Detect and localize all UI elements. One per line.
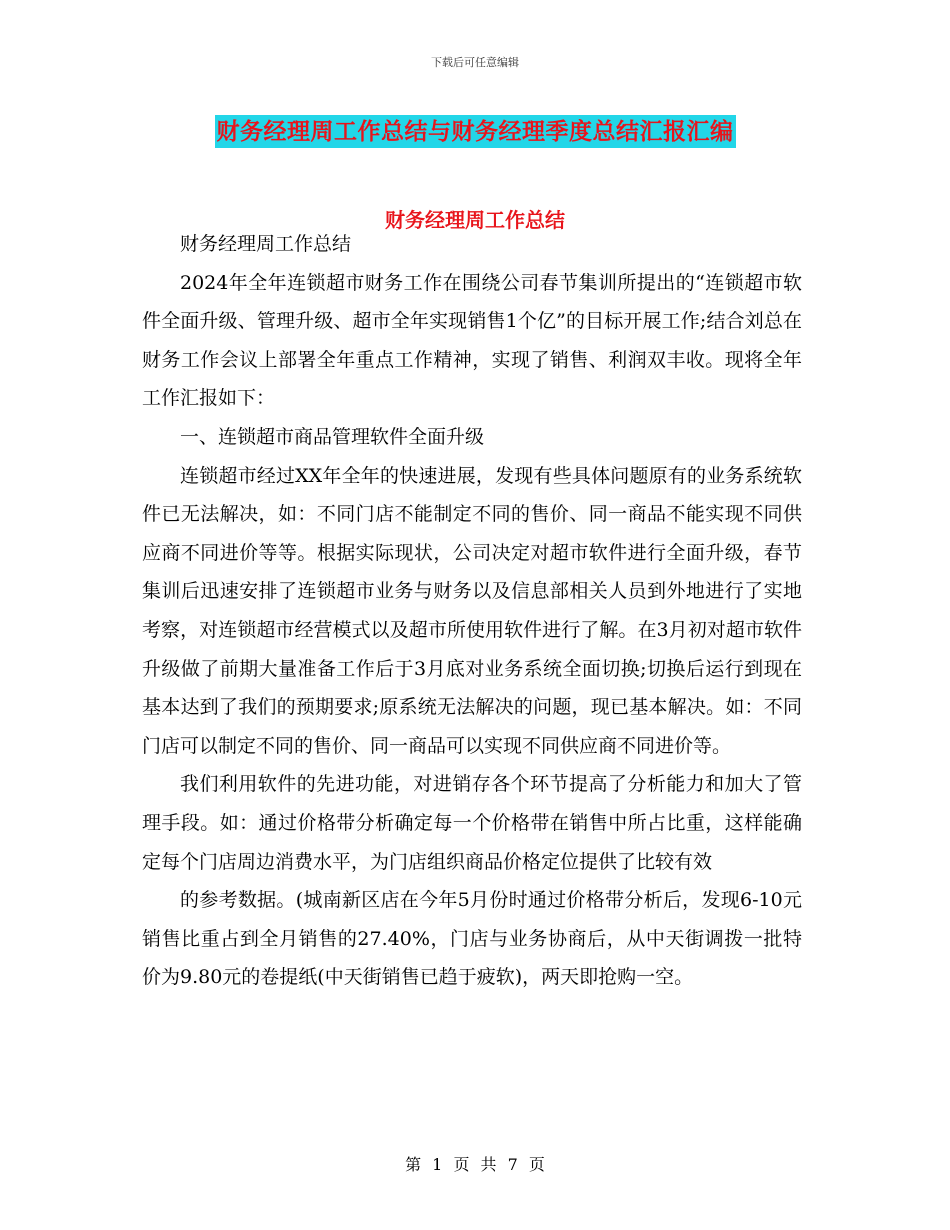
paragraph: 连锁超市经过XX年全年的快速进展，发现有些具体问题原有的业务系统软件已无法解决，如：不同门店不能制定不同的售价、同一商品不能实现不同供应商不同进价等等。根据实际现状，公司决定对超市软件进行全面升级，春节集训后迅速安排了连锁超市业务与财务以及信息部相关人员到外地进行了实地考察，对连锁超市经营模式以及超市所使用软件进行了解。在3月初对超市软件升级做了前期大量准备工作后于3月底对业务系统全面切换;切换后运行到现在基本达到了我们的预期要求;原系统无法解决的问题，现已基本解决。如：不同门店可以制定不同的售价、同一商品可以实现不同供应商不同进价等。 bbox=[142, 464, 802, 757]
document-body bbox=[142, 225, 802, 997]
section-title: 财务经理周工作总结 bbox=[385, 208, 565, 232]
paragraph: 我们利用软件的先进功能，对进销存各个环节提高了分析能力和加大了管理手段。如：通过价格带分析确定每一个价格带在销售中所占比重，这样能确定每个门店周边消费水平，为门店组织商品价格定位提供了比较有效 bbox=[142, 773, 802, 873]
header-note: 下载后可任意编辑 bbox=[431, 56, 519, 69]
paragraph: 的参考数据。(城南新区店在今年5月份时通过价格带分析后，发现6-10元销售比重占到全月销售的27.40%，门店与业务协商后，从中天街调拨一批特价为9.80元的卷提纸(中天街销售已趋于疲软)，两天即抢购一空。 bbox=[142, 889, 802, 989]
paragraph: 财务经理周工作总结 bbox=[180, 233, 352, 255]
paragraph: 2024年全年连锁超市财务工作在围绕公司春节集训所提出的“连锁超市软件全面升级、管理升级、超市全年实现销售1个亿”的目标开展工作;结合刘总在财务工作会议上部署全年重点工作精神，实现了销售、利润双丰收。现将全年工作汇报如下： bbox=[142, 271, 802, 410]
paragraph-heading: 一、连锁超市商品管理软件全面升级 bbox=[180, 425, 485, 448]
document-title: 财务经理周工作总结与财务经理季度总结汇报汇编 bbox=[215, 115, 736, 148]
document-title-wrapper bbox=[0, 113, 950, 146]
page-footer: 第 1 页 共 7 页 bbox=[405, 1155, 545, 1174]
